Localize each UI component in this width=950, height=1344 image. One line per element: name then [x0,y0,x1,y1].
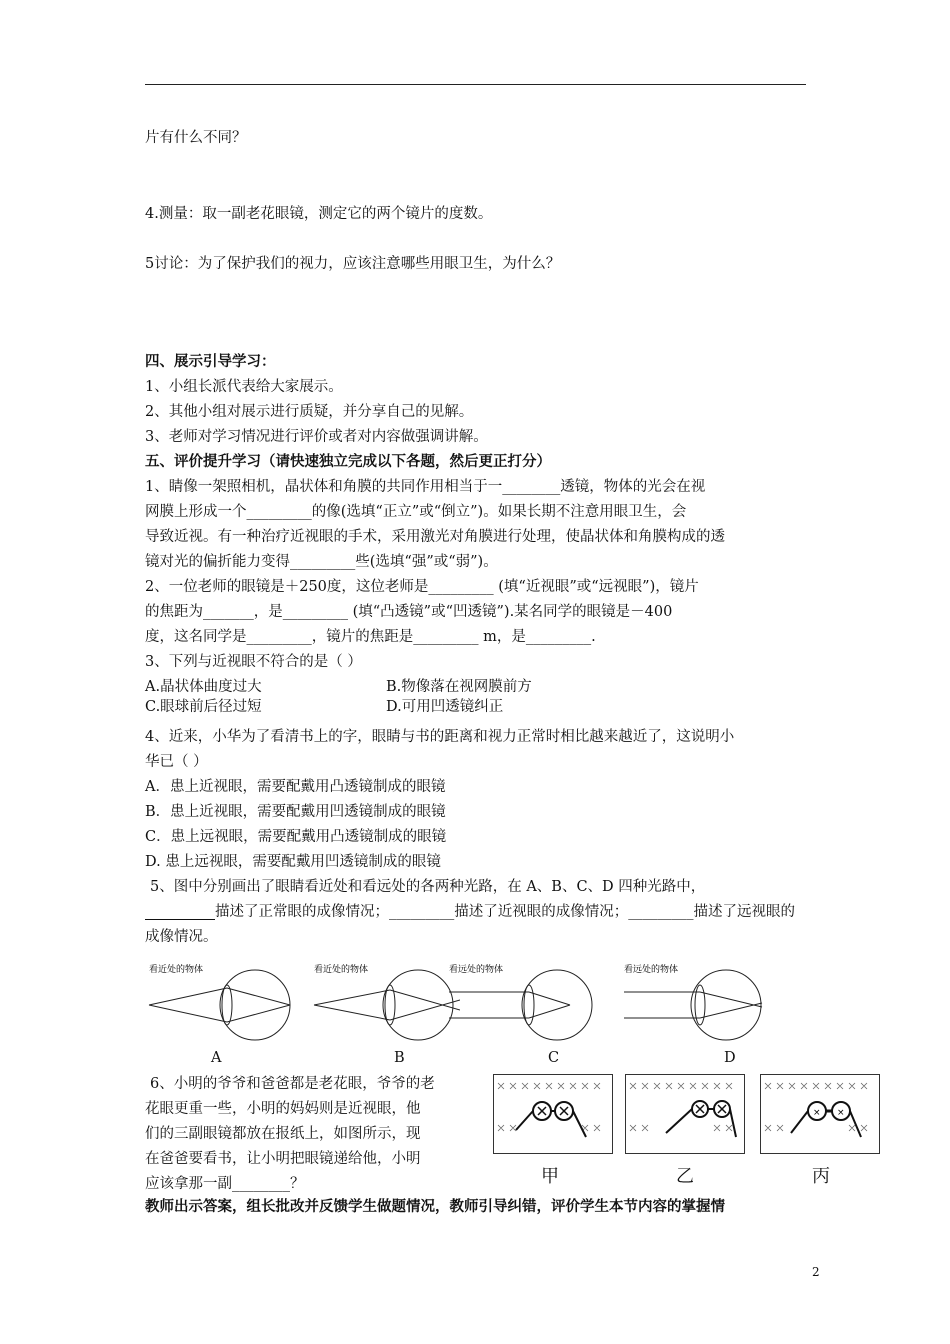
page-number: 2 [812,1265,820,1279]
q3-option-d: D.可用凹透镜纠正 [386,699,504,715]
svg-text:×: × [837,1108,845,1118]
q4-option: C．患上远视眼，需要配戴用凸透镜制成的眼镜 [145,829,447,845]
q6-line: 6、小明的爷爷和爸爸都是老花眼，爷爷的老 [150,1076,435,1092]
q5-line: 5、图中分别画出了眼睛看近处和看远处的各两种光路，在 A、B、C、D 四种光路中， [150,879,706,895]
diagram-label-b: B [394,1050,405,1066]
section-5-title: 五、评价提升学习（请快速独立完成以下各题，然后更正打分） [145,453,551,470]
glasses-picture-bing [760,1074,880,1154]
q4-option: D. 患上远视眼，需要配戴用凹透镜制成的眼镜 [145,854,441,870]
teacher-footer: 教师出示答案，组长批改并反馈学生做题情况，教师引导纠错，评价学生本节内容的掌握情 [145,1198,725,1215]
diagram-caption: 看近处的物体 [314,965,369,975]
list-item: 3、老师对学习情况进行评价或者对内容做强调讲解。 [145,429,488,445]
diagram-caption: 看近处的物体 [149,965,204,975]
list-item: 2、其他小组对展示进行质疑，并分享自己的见解。 [145,404,474,420]
eye-diagram-b [310,960,460,1050]
diagram-caption: 看远处的物体 [624,965,679,975]
measure-question: 4.测量：取一副老花眼镜，测定它的两个镜片的度数。 [145,206,493,222]
q4-stem: 4、近来，小华为了看清书上的字，眼睛与书的距离和视力正常时相比越来越近了，这说明小 [145,729,735,745]
q4-option: B．患上近视眼，需要配戴用凹透镜制成的眼镜 [145,804,446,820]
q5-line: 描述了正常眼的成像情况；_________描述了近视眼的成像情况；_________描述了远视眼的 [215,904,795,920]
section-4-title: 四、展示引导学习： [145,353,276,370]
q2-line: 2、一位老师的眼镜是＋250度，这位老师是_________ (填“近视眼”或“远视眼”)，镜片 [145,579,699,595]
q4-option: A．患上近视眼，需要配戴用凸透镜制成的眼镜 [145,779,446,795]
q6-line: 花眼更重一些，小明的妈妈则是近视眼，他 [145,1101,421,1117]
glasses-picture-jia [493,1074,613,1154]
q1-line: 导致近视。有一种治疗近视眼的手术，采用激光对角膜进行处理，使晶状体和角膜构成的透 [145,529,725,545]
list-item: 1、小组长派代表给大家展示。 [145,379,343,395]
q2-line: 的焦距为_______，是_________ (填“凸透镜”或“凹透镜”).某名同学的眼镜是－400 [145,604,673,620]
q3-option-a: A.晶状体曲度过大 [145,679,262,695]
q2-line: 度，这名同学是_________，镜片的焦距是_________ m，是_________. [145,629,596,645]
q5-line: 成像情况。 [145,929,218,945]
q6-line: 们的三副眼镜都放在报纸上，如图所示，现 [145,1126,421,1142]
diagram-caption: 看远处的物体 [449,965,504,975]
discuss-question: 5讨论：为了保护我们的视力，应该注意哪些用眼卫生，为什么？ [145,256,561,272]
q6-line: 在爸爸要看书，让小明把眼镜递给他，小明 [145,1151,421,1167]
glasses-label-yi: 乙 [676,1166,694,1187]
glasses-picture-yi [625,1074,745,1154]
q1-line: 镜对光的偏折能力变得_________些(选填“强”或“弱”)。 [145,554,498,570]
svg-text:×: × [813,1108,821,1118]
q6-line: 应该拿那一副________？ [145,1176,305,1192]
diagram-label-a: A [211,1050,222,1066]
q1-line: 网膜上形成一个_________的像(选填“正立”或“倒立”)。如果长期不注意用眼卫生，会 [145,504,687,520]
diagram-label-d: D [724,1050,736,1066]
q1-line: 1、睛像一架照相机，晶状体和角膜的共同作用相当于一________透镜，物体的光会在视 [145,479,706,495]
continued-question: 片有什么不同？ [145,130,247,146]
q3-option-b: B.物像落在视网膜前方 [386,679,532,695]
glasses-label-jia: 甲 [541,1166,559,1187]
q3-stem: 3、下列与近视眼不符合的是（ ） [145,654,362,670]
diagram-label-c: C [548,1050,560,1066]
q3-option-c: C.眼球前后径过短 [145,699,262,715]
q4-stem: 华已（ ） [145,754,208,770]
eye-diagram-d [620,960,770,1050]
header-rule [145,84,806,85]
eye-diagram-a [145,960,295,1050]
eye-diagram-c [445,960,595,1050]
answer-blank [145,918,215,920]
glasses-label-bing: 丙 [812,1166,830,1187]
